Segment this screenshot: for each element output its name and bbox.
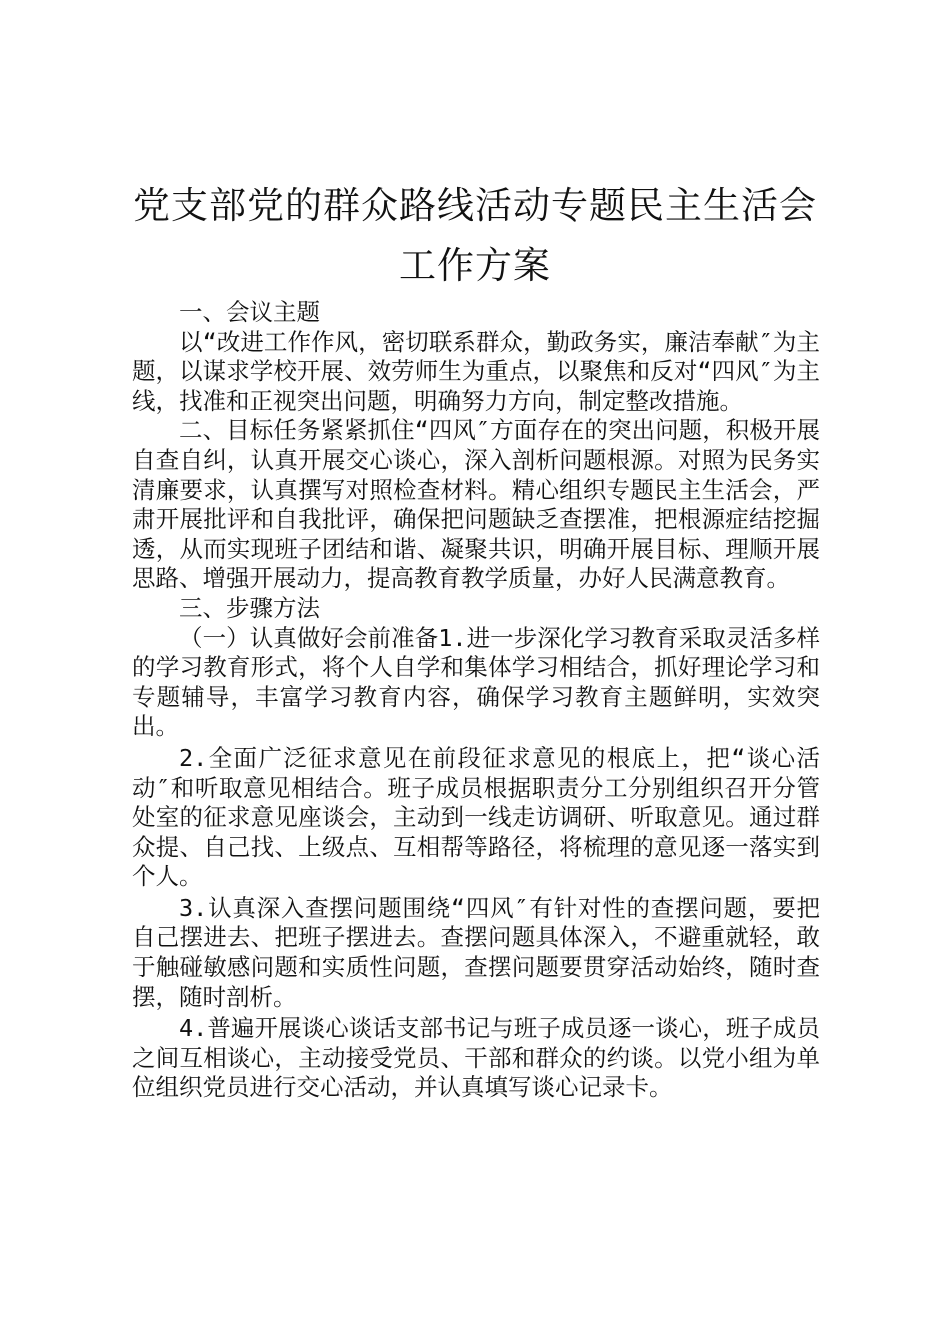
paragraph-goals: 二、目标任务紧紧抓住“四风″方面存在的突出问题，积极开展自查自纠，认真开展交心谈心，深入剖析问题根源。对照为民务实清廉要求，认真撰写对照检查材料。精心组织专题民主生活会，严肃开展批评和自我批评，确保把问题缺乏查摆准，把根源症结挖掘透，从而实现班子团结和谐、凝聚共识，明确开展目标、理顺开展思路、增强开展动力，提高教育教学质量，办好人民满意教育。 (132, 416, 820, 593)
paragraph-step-2: 2.全面广泛征求意见在前段征求意见的根底上，把“谈心活动″和听取意见相结合。班子成员根据职责分工分别组织召开分管处室的征求意见座谈会，主动到一线走访调研、听取意见。通过群众提、自己找、上级点、互相帮等路径，将梳理的意见逐一落实到个人。 (132, 743, 820, 891)
paragraph-topic: 以“改进工作作风，密切联系群众，勤政务实，廉洁奉献″为主题，以谋求学校开展、效劳师生为重点，以聚焦和反对“四风″为主线，找准和正视突出问题，明确努力方向，制定整改措施。 (132, 327, 820, 415)
document-body (132, 298, 820, 1103)
section-heading-topic: 一、会议主题 (179, 298, 320, 326)
document-title: 党支部党的群众路线活动专题民主生活会工作方案 (133, 184, 817, 287)
section-heading-steps: 三、步骤方法 (179, 593, 320, 622)
paragraph-step-1: （一）认真做好会前准备1.进一步深化学习教育采取灵活多样的学习教育形式，将个人自学和集体学习相结合，抓好理论学习和专题辅导，丰富学习教育内容，确保学习教育主题鲜明，实效突出。 (132, 623, 820, 741)
paragraph-step-3: 3.认真深入查摆问题围绕“四风″有针对性的查摆问题，要把自己摆进去、把班子摆进去。查摆问题具体深入，不避重就轻，敢于触碰敏感问题和实质性问题，查摆问题要贯穿活动始终，随时查摆，随时剖析。 (132, 893, 820, 1011)
paragraph-step-4: 4.普遍开展谈心谈话支部书记与班子成员逐一谈心，班子成员之间互相谈心，主动接受党员、干部和群众的约谈。以党小组为单位组织党员进行交心活动，并认真填写谈心记录卡。 (132, 1014, 820, 1102)
